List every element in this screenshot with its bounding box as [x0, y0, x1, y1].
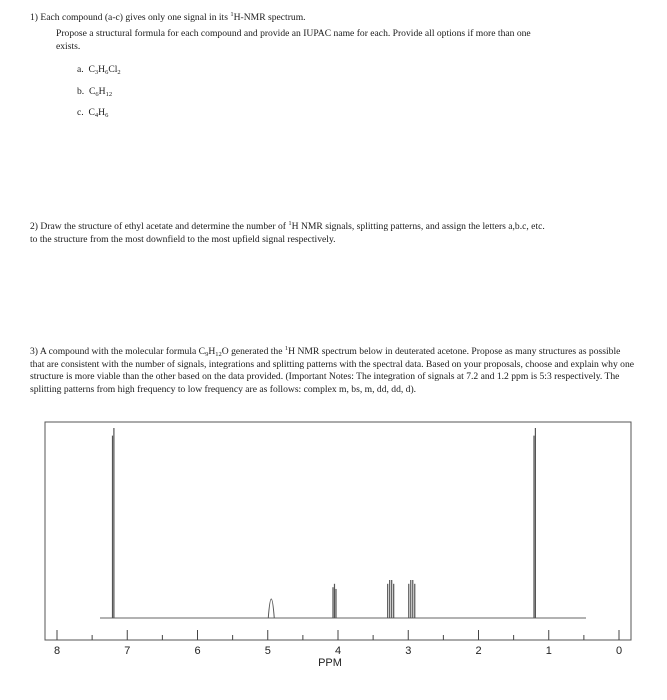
- x-tick-label: 5: [264, 645, 271, 657]
- q2-line2: to the structure from the most downfield to the most upfield signal respectively.: [30, 234, 336, 245]
- nmr-peak-1: [113, 428, 114, 618]
- x-tick-label: 4: [334, 645, 342, 657]
- nmr-peak-6: [534, 428, 535, 618]
- nmr-peak-5: [409, 580, 415, 618]
- spectrum-trace: [100, 428, 586, 618]
- q1-item-a: a. $C_3H_6Cl_2$: [77, 64, 121, 76]
- x-tick-label: 8: [53, 645, 61, 657]
- q2-line1: 2) Draw the structure of ethyl acetate and determine the number of $^1$H NMR signals, splitting patterns, and assign the letters a,b.c, etc.: [30, 220, 545, 232]
- x-tick-label: 1: [545, 645, 552, 657]
- q3-paragraph: 3) A compound with the molecular formula $C_9H_{12}O$ generated the $^1$H NMR spectrum below in deuterated acetone. Propose as many structures as possible that are consistent with the number of signals, integrations and splitting patterns with the spectral data. Based on your proposals, choose and explain why one structure is more viable than the other based on the data provided. (Important Notes: The integration of signals at 7.2 and 1.2 ppm is 5:3 respectively. The splitting patterns from high frequency to low frequency are as follows: complex m, bs, m, dd, dd, d).: [30, 345, 635, 395]
- q1-instruction-line1: Propose a structural formula for each compound and provide an IUPAC name for each. Provide all options if more than one: [56, 28, 531, 39]
- x-tick-label: 7: [124, 645, 131, 657]
- plot-frame: [45, 422, 631, 640]
- x-axis-label: PPM: [318, 657, 342, 669]
- q1-item-b: b. $C_6H_{12}$: [77, 86, 113, 98]
- q1-item-c: c. $C_4H_6$: [77, 107, 109, 119]
- nmr-peak-2: [268, 599, 274, 618]
- x-tick-label: 3: [405, 645, 412, 657]
- x-tick-label: 2: [475, 645, 482, 657]
- nmr-peak-3: [333, 584, 336, 618]
- x-tick-label: 6: [194, 645, 201, 657]
- ppm-axis: [54, 630, 622, 657]
- q1-instruction-line2: exists.: [56, 41, 81, 52]
- q1-heading: 1) Each compound (a-c) gives only one signal in its $^1$H-NMR spectrum.: [30, 11, 306, 23]
- nmr-peak-4: [388, 580, 394, 618]
- x-tick-label: 0: [615, 645, 623, 657]
